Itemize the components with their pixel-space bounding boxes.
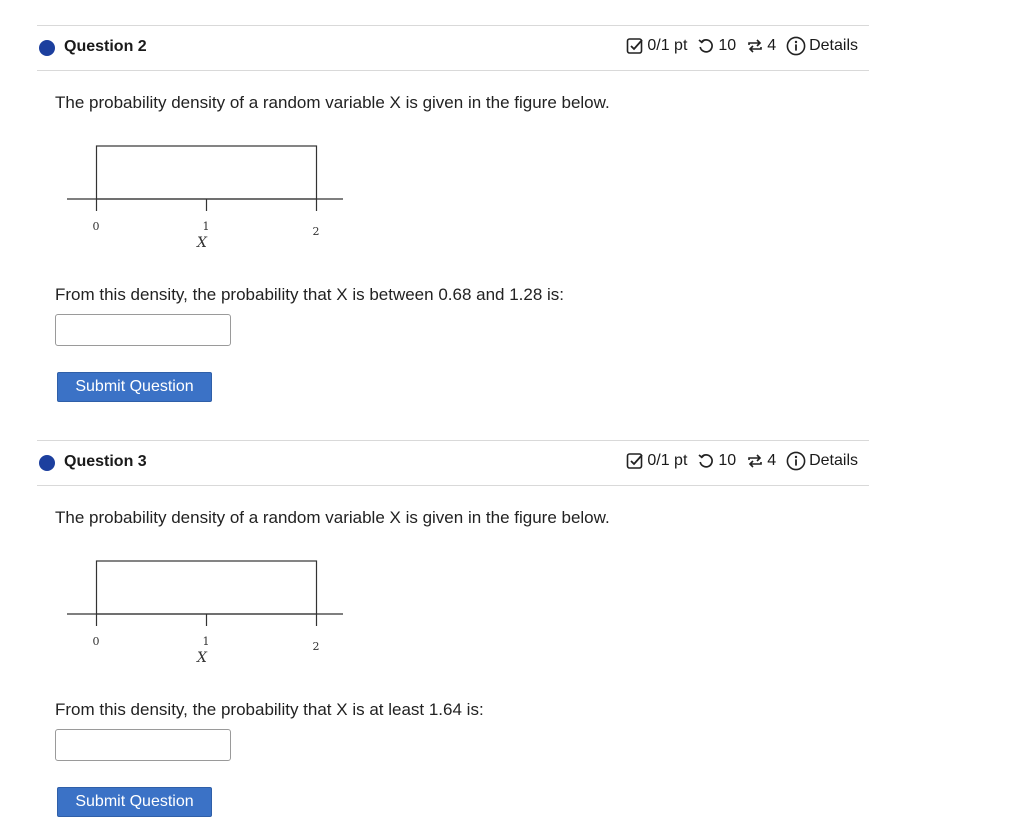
checkbox-icon [626, 452, 644, 470]
tries-icon [746, 37, 764, 55]
tick-label-1: 1 [202, 635, 210, 648]
tries-count: 4 [767, 452, 777, 469]
tries-count: 4 [767, 37, 777, 54]
question-header [37, 440, 869, 486]
question-title: Question 3 [64, 453, 147, 470]
tick-label-1: 1 [202, 220, 210, 233]
status-dot-icon [39, 40, 55, 56]
question-text: From this density, the probability that X is at least 1.64 is: [55, 700, 484, 719]
checkbox-icon [626, 37, 644, 55]
question-prompt: The probability density of a random variable X is given in the figure below. [55, 93, 610, 112]
tick-label-0: 0 [92, 220, 100, 233]
question-header [37, 25, 869, 71]
submit-question-button[interactable]: Submit Question [57, 787, 212, 817]
score-text: 0/1 pt [647, 452, 688, 469]
question-2 [37, 25, 869, 395]
tick-label-2: 2 [312, 225, 320, 238]
density-figure [67, 556, 357, 676]
question-meta [626, 36, 858, 56]
info-icon[interactable] [786, 451, 806, 471]
details-link[interactable]: Details [809, 37, 858, 54]
question-title: Question 2 [64, 38, 147, 55]
retry-icon [697, 452, 715, 470]
question-meta [626, 451, 858, 471]
info-icon[interactable] [786, 36, 806, 56]
tick-label-0: 0 [92, 635, 100, 648]
submit-question-button[interactable]: Submit Question [57, 372, 212, 402]
attempts-count: 10 [718, 37, 737, 54]
question-prompt: The probability density of a random variable X is given in the figure below. [55, 508, 610, 527]
details-link[interactable]: Details [809, 452, 858, 469]
question-3 [37, 440, 869, 810]
status-dot-icon [39, 455, 55, 471]
retry-icon [697, 37, 715, 55]
density-figure [67, 141, 357, 261]
question-text: From this density, the probability that X is between 0.68 and 1.28 is: [55, 285, 565, 304]
score-text: 0/1 pt [647, 37, 688, 54]
tries-icon [746, 452, 764, 470]
axis-label-x: X [197, 650, 207, 666]
answer-input[interactable] [55, 314, 231, 346]
answer-input[interactable] [55, 729, 231, 761]
axis-label-x: X [197, 235, 207, 251]
attempts-count: 10 [718, 452, 737, 469]
tick-label-2: 2 [312, 640, 320, 653]
